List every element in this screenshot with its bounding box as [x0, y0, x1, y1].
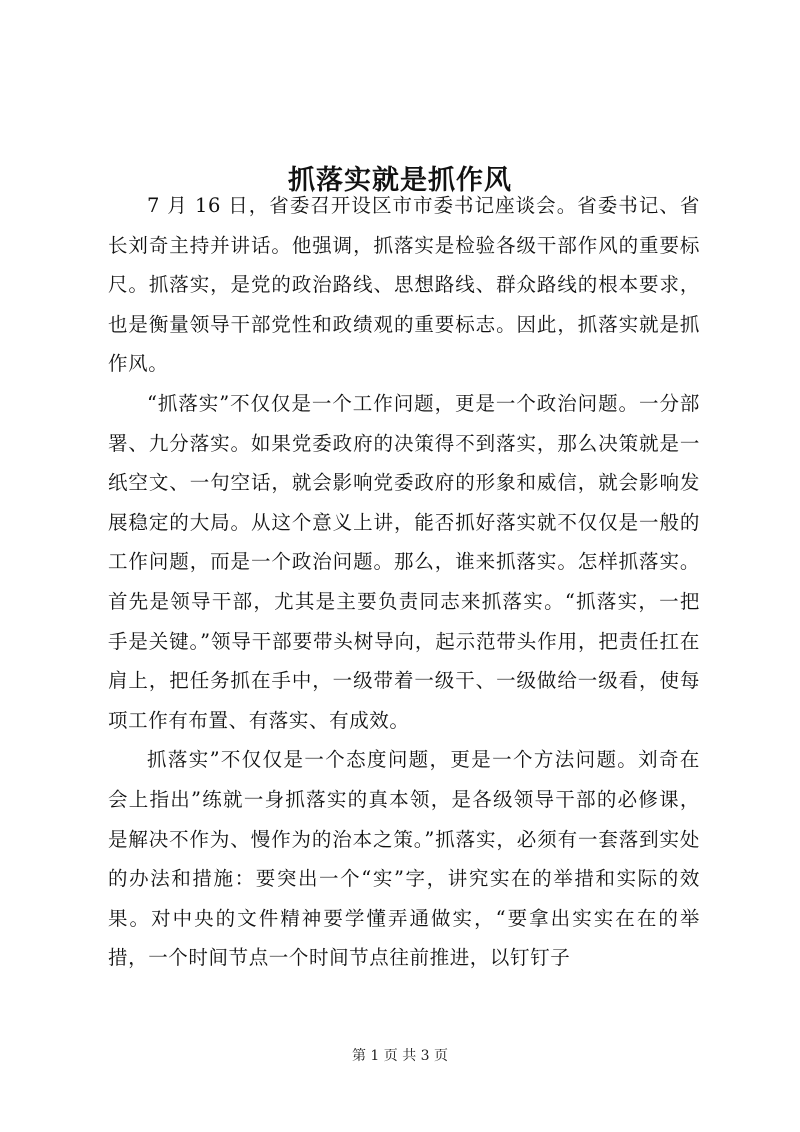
page-footer: 第 1 页 共 3 页: [351, 1048, 449, 1064]
paragraph-3: 抓落实”不仅仅是一个态度问题，更是一个方法问题。刘奇在会上指出”练就一身抓落实的真本领，是各级领导干部的必修课，是解决不作为、慢作为的治本之策。”抓落实，必须有一套落到实处的办法和措施：要突出一个“实”字，讲究实在的举措和实际的效果。对中央的文件精神要学懂弄通做实，“要拿出实实在在的举措，一个时间节点一个时间节点往前推进，以钉钉子: [108, 748, 700, 970]
document-title: 抓落实就是抓作风: [288, 165, 512, 197]
paragraph-2: “抓落实”不仅仅是一个工作问题，更是一个政治问题。一分部署、九分落实。如果党委政府的决策得不到落实，那么决策就是一纸空文、一句空话，就会影响党委政府的形象和威信，就会影响发展稳定的大局。从这个意义上讲，能否抓好落实就不仅仅是一般的工作问题，而是一个政治问题。那么，谁来抓落实。怎样抓落实。首先是领导干部，尤其是主要负责同志来抓落实。“抓落实，一把手是关键。”领导干部要带头树导向，起示范带头作用，把责任扛在肩上，把任务抓在手中，一级带着一级干、一级做给一级看，使每项工作有布置、有落实、有成效。: [108, 391, 700, 732]
paragraph-1: 7 月 16 日，省委召开设区市市委书记座谈会。省委书记、省长刘奇主持并讲话。他强调，抓落实是检验各级干部作风的重要标尺。抓落实，是党的政治路线、思想路线、群众路线的根本要求，也是衡量领导干部党性和政绩观的重要标志。因此，抓落实就是抓作风。: [108, 194, 700, 376]
document-body: [108, 186, 700, 978]
